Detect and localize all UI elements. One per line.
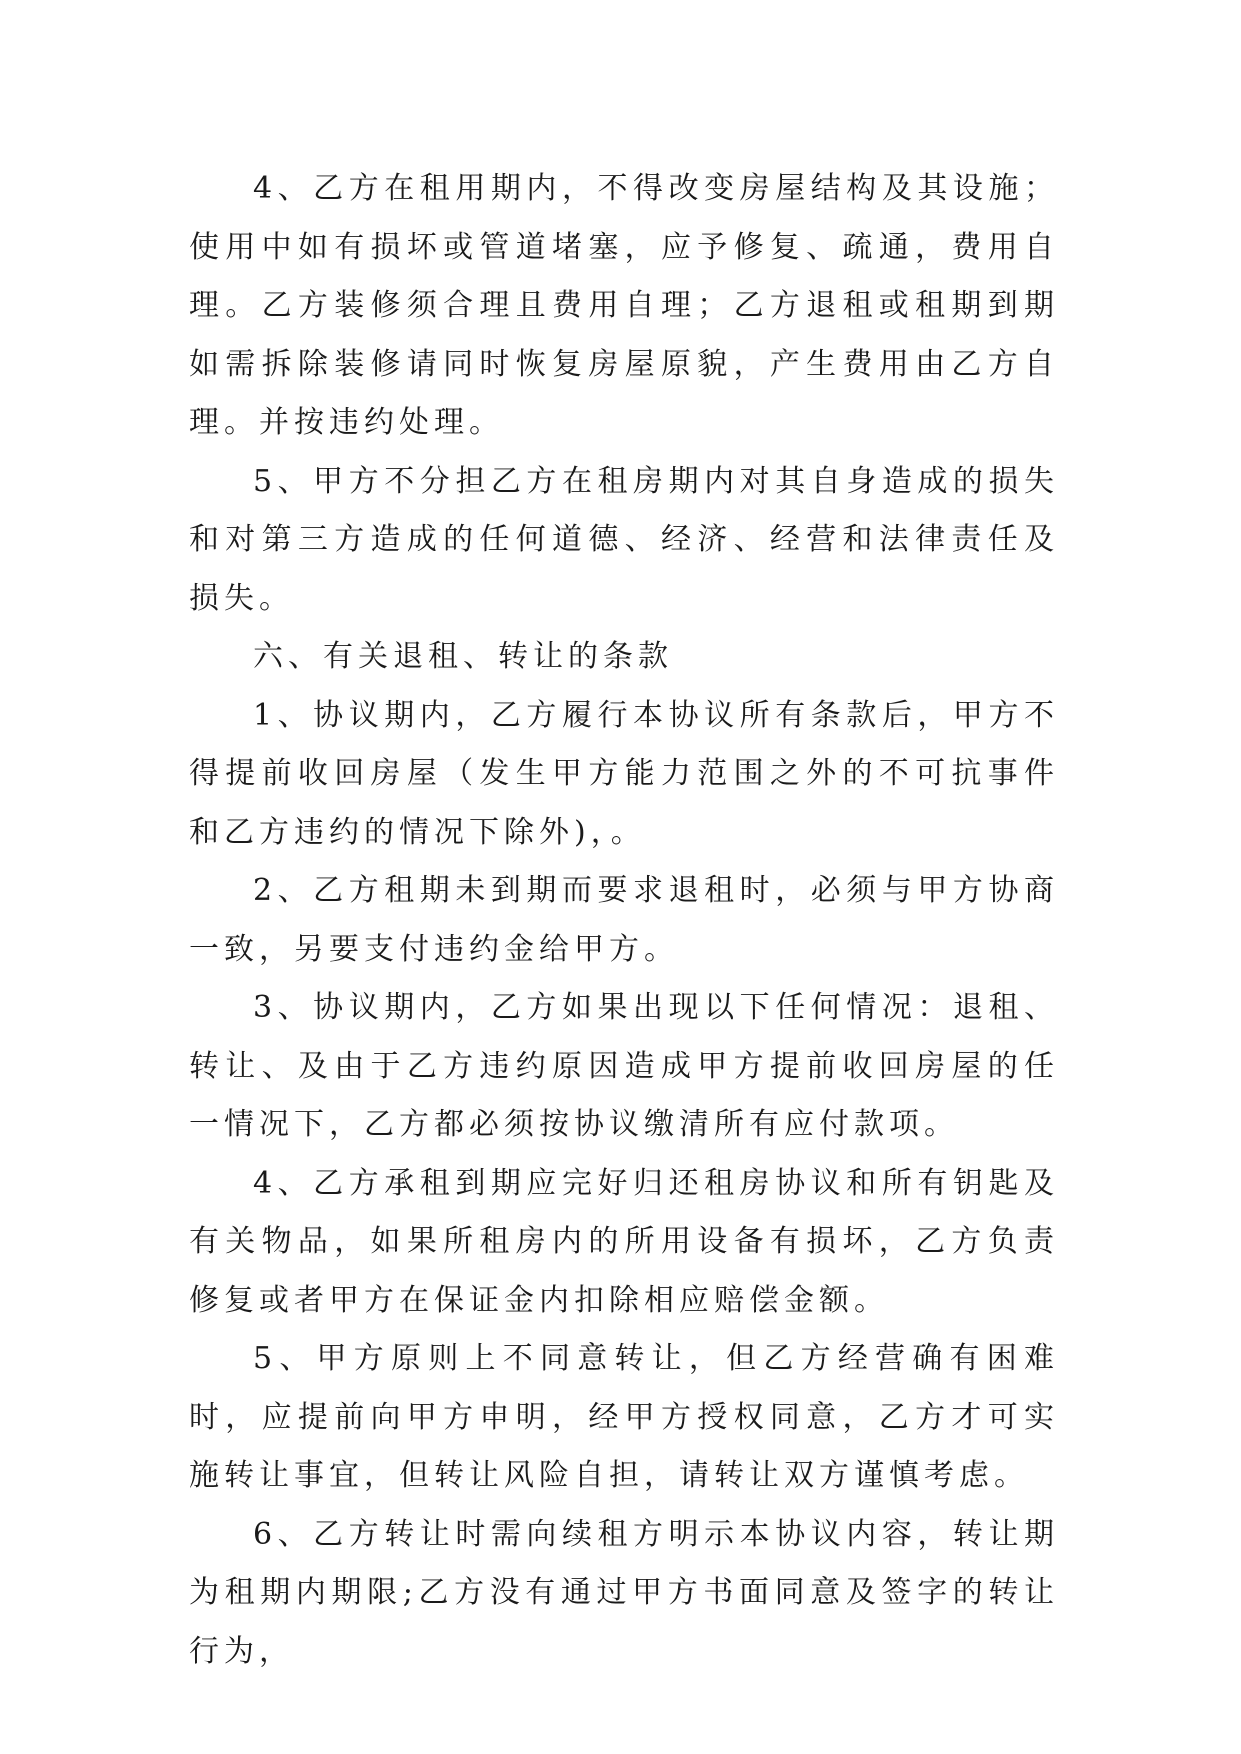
clause-paragraph: 5、甲方不分担乙方在租房期内对其自身造成的损失和对第三方造成的任何道德、经济、经营和法律责任及损失。	[189, 463, 1059, 616]
clause-paragraph: 4、乙方承租到期应完好归还租房协议和所有钥匙及有关物品，如果所租房内的所用设备有损坏，乙方负责修复或者甲方在保证金内扣除相应赔偿金额。	[189, 1165, 1059, 1318]
clause-paragraph: 3、协议期内，乙方如果出现以下任何情况：退租、转让、及由于乙方违约原因造成甲方提前收回房屋的任一情况下，乙方都必须按协议缴清所有应付款项。	[189, 990, 1059, 1142]
clause-paragraph: 6、乙方转让时需向续租方明示本协议内容，转让期为租期内期限;乙方没有通过甲方书面同意及签字的转让行为，	[189, 1516, 1059, 1669]
document-body	[189, 160, 1059, 1681]
clause-paragraph: 4、乙方在租用期内，不得改变房屋结构及其设施；使用中如有损坏或管道堵塞，应予修复、疏通，费用自理。乙方装修须合理且费用自理；乙方退租或租期到期如需拆除装修请同时恢复房屋原貌，产生费用由乙方自理。并按违约处理。	[189, 171, 1059, 440]
clause-paragraph: 1、协议期内，乙方履行本协议所有条款后，甲方不得提前收回房屋（发生甲方能力范围之外的不可抗事件和乙方违约的情况下除外)，。	[189, 697, 1059, 850]
section-heading: 六、有关退租、转让的条款	[253, 639, 673, 674]
clause-paragraph: 5、甲方原则上不同意转让，但乙方经营确有困难时，应提前向甲方申明，经甲方授权同意，乙方才可实施转让事宜，但转让风险自担，请转让双方谨慎考虑。	[189, 1341, 1059, 1493]
clause-paragraph: 2、乙方租期未到期而要求退租时，必须与甲方协商一致，另要支付违约金给甲方。	[189, 873, 1059, 967]
